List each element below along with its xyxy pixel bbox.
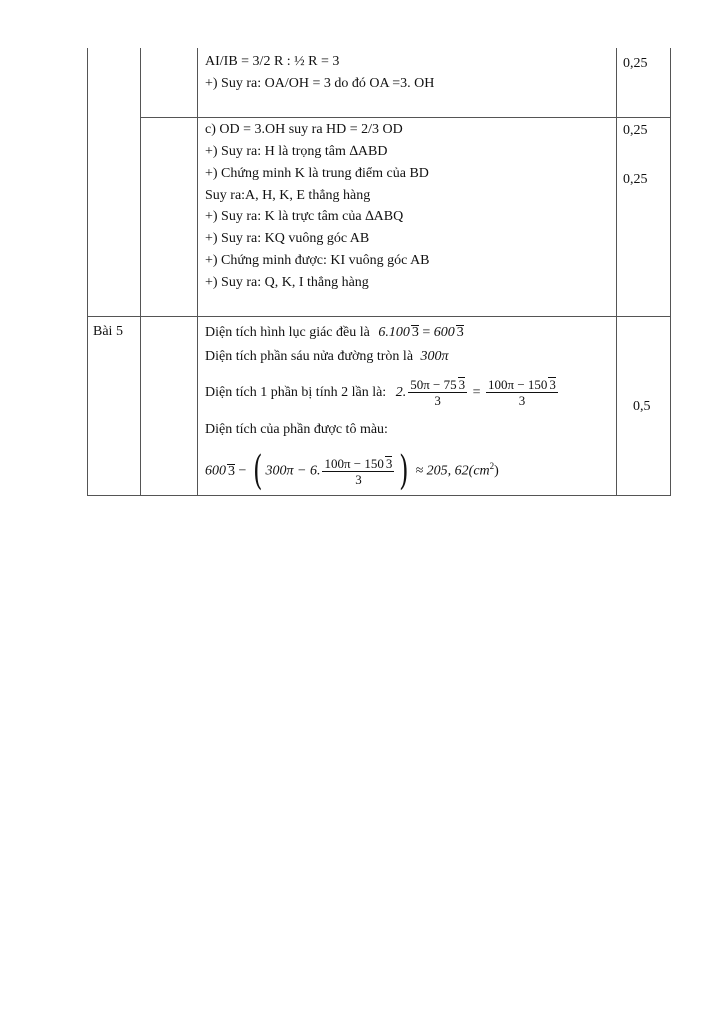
row2-line-8: +) Suy ra: Q, K, I thẳng hàng	[205, 275, 369, 290]
bai5-frac-2: $\frac{100\pi - 150 3}{3}$	[488, 377, 556, 409]
row2-line-4: Suy ra:A, H, K, E thẳng hàng	[205, 188, 371, 203]
bai5-line-5-exp: 2	[489, 461, 495, 471]
sqrt-icon: 3	[411, 325, 419, 340]
bai5-line-2-text: Diện tích phần sáu nửa đường tròn là	[205, 349, 414, 364]
bai5-line-1-eq: =	[422, 325, 431, 340]
bai5-line-5-minus: −	[238, 463, 247, 479]
bai5-line-1-text: Diện tích hình lục giác đều là	[205, 325, 370, 340]
bai5-line-3-prefix: 2.	[395, 385, 407, 400]
row2-line-5: +) Suy ra: K là trực tâm của ∆ABQ	[205, 209, 404, 224]
row1-line-1: AI/IB = 3/2 R : ½ R = 3	[205, 54, 340, 69]
row2-line-3: +) Chứng minh K là trung điểm của BD	[205, 166, 429, 181]
row2-score-2: 0,25	[623, 172, 648, 187]
bai5-line-5	[205, 444, 499, 494]
row1-line-2: +) Suy ra: OA/OH = 3 do đó OA =3. OH	[205, 76, 435, 91]
bai5-label: Bài 5	[93, 324, 123, 339]
bai5-line-3-text: Diện tích 1 phần bị tính 2 lần là:	[205, 385, 387, 400]
right-paren-icon: )	[399, 448, 409, 495]
row2-line-1: c) OD = 3.OH suy ra HD = 2/3 OD	[205, 122, 403, 137]
bai5-line-3-eq: =	[472, 385, 481, 400]
bai5-line-3	[205, 372, 560, 414]
bai5-line-2	[205, 348, 449, 366]
row2-line-6: +) Suy ra: KQ vuông góc AB	[205, 231, 370, 246]
bai5-line-1	[205, 324, 464, 342]
bai5-line-1-math-a: 6.100	[378, 325, 410, 340]
bai5-line-5-a: 600	[205, 463, 226, 479]
bai5-line-4: Diện tích của phần được tô màu:	[205, 422, 388, 437]
row2-line-2: +) Suy ra: H là trọng tâm ∆ABD	[205, 144, 388, 159]
bai5-line-5-close: )	[494, 463, 499, 479]
bai5-score: 0,5	[633, 399, 651, 414]
bai5-line-5-b: 300π − 6.	[265, 463, 321, 479]
bai5-frac-3: $\frac{100\pi - 150 3}{3}$	[324, 455, 393, 487]
bai5-line-5-result: ≈ 205, 62(cm	[415, 463, 490, 479]
bai5-line-1-math-b: 600	[433, 325, 455, 340]
row1-score: 0,25	[623, 56, 648, 71]
sqrt-icon: 3	[385, 455, 393, 471]
sqrt-icon: 3	[456, 325, 464, 340]
sqrt-icon: 3	[228, 463, 235, 479]
row2-score-1: 0,25	[623, 123, 648, 138]
sqrt-icon: 3	[458, 377, 466, 393]
bai5-frac-1: $\frac{50\pi - 75 3}{3}$	[410, 377, 466, 409]
row2-line-7: +) Chứng minh được: KI vuông góc AB	[205, 253, 430, 268]
left-paren-icon: (	[253, 448, 263, 495]
sqrt-icon: 3	[549, 377, 556, 393]
bai5-line-2-math: 300π	[420, 349, 449, 364]
